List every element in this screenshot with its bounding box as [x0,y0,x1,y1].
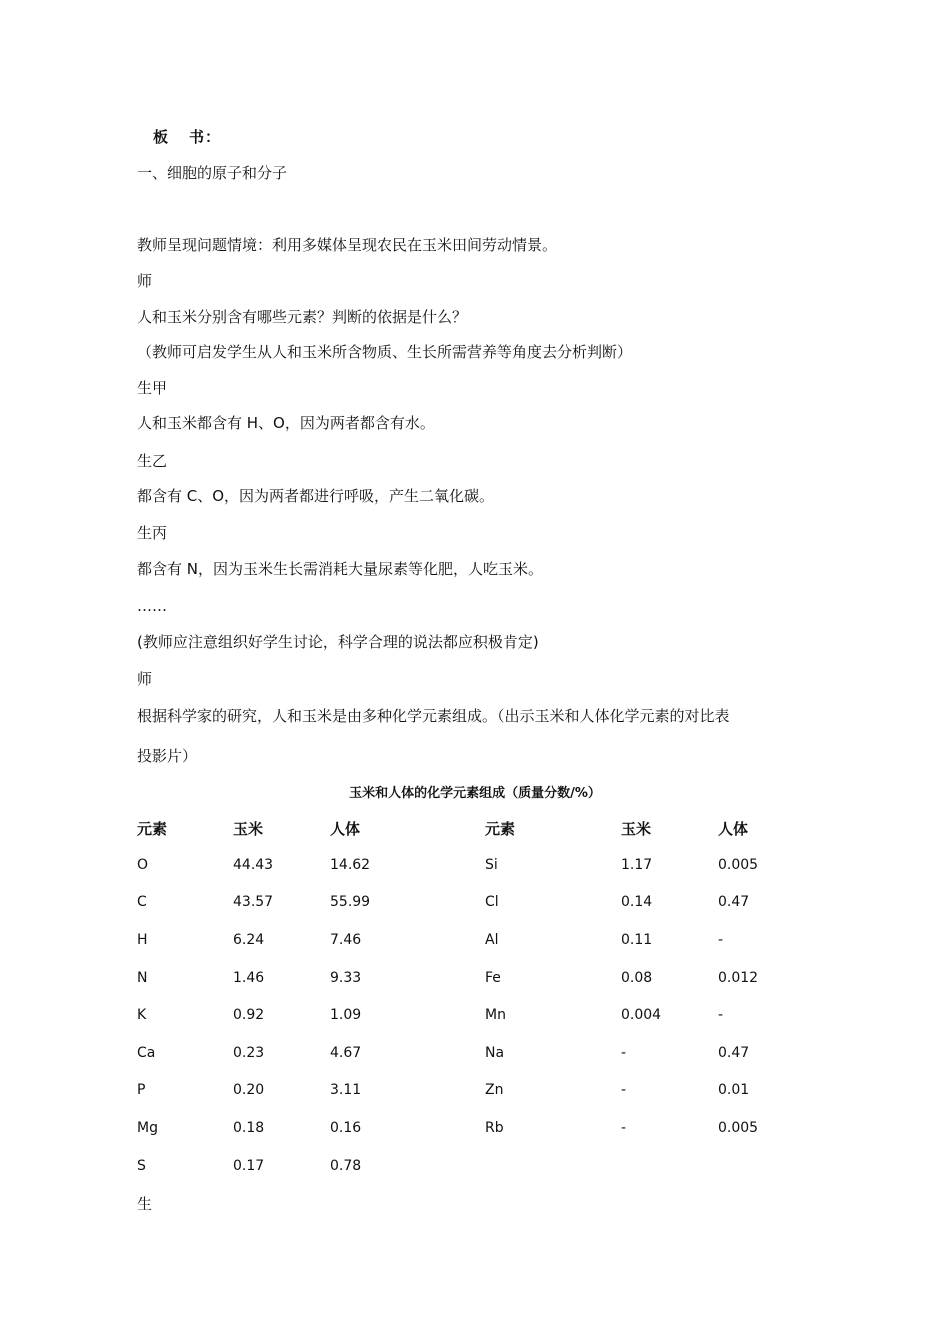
table-cell: - [718,931,724,948]
speaker-label: 师 [137,670,153,688]
board-heading [153,127,221,147]
board-heading-part2: 书： [189,128,222,146]
table-cell: 14.62 [330,856,371,873]
table-cell: 0.17 [233,1157,265,1174]
paragraph: 都含有 C、O，因为两者都进行呼吸，产生二氧化碳。 [137,487,495,505]
table-cell: S [137,1157,146,1174]
board-heading-part1: 板 [153,128,170,146]
table-cell: 55.99 [330,894,371,911]
table-cell: Rb [485,1119,504,1136]
table-cell [718,1147,818,1185]
table-cell: - [718,1007,724,1024]
table-cell: H [137,931,148,948]
table-row [137,959,818,997]
table-cell: - [621,1082,627,1099]
table-cell: K [137,1007,147,1024]
paragraph: 教师呈现问题情境：利用多媒体呈现农民在玉米田间劳动情景。 [137,236,558,254]
column-header: 玉米 [233,819,264,838]
table-cell: 44.43 [233,856,274,873]
ellipsis: …… [137,597,167,615]
table-cell: C [137,894,147,911]
column-header: 人体 [718,819,749,838]
paragraph: 根据科学家的研究，人和玉米是由多种化学元素组成。（出示玉米和人体化学元素的对比表 [137,707,730,725]
speaker-label: 生丙 [137,524,168,542]
paragraph: （教师可启发学生从人和玉米所含物质、生长所需营养等角度去分析判断） [137,343,633,361]
table-cell: Mn [485,1007,506,1024]
paragraph: 都含有 N，因为玉米生长需消耗大量尿素等化肥，人吃玉米。 [137,560,543,578]
paragraph: 投影片） [137,747,198,765]
table-row [137,1109,818,1147]
table-row [137,884,818,922]
table-cell: - [621,1044,627,1061]
table-row [137,846,818,884]
element-table [137,810,818,1184]
column-header: 元素 [137,819,168,838]
table-cell: Al [485,931,499,948]
paragraph: 人和玉米分别含有哪些元素？判断的依据是什么？ [137,308,468,326]
table-cell: P [137,1082,146,1099]
table-body [137,846,818,1184]
speaker-label: 生甲 [137,379,168,397]
table-cell: 0.78 [330,1157,362,1174]
table-cell: Fe [485,969,501,986]
table-cell: 0.47 [718,1044,750,1061]
table-cell: O [137,856,149,873]
paragraph: 人和玉米都含有 H、O，因为两者都含有水。 [137,414,435,432]
table-row [137,1147,818,1185]
table-cell: 0.08 [621,969,653,986]
table-cell: 4.67 [330,1044,362,1061]
table-cell: Na [485,1044,505,1061]
table-cell: 6.24 [233,931,265,948]
table-row [137,996,818,1034]
table-cell: 0.92 [233,1007,265,1024]
table-cell: 0.23 [233,1044,265,1061]
table-cell: 43.57 [233,894,274,911]
table-cell: Cl [485,894,499,911]
table-cell: N [137,969,148,986]
speaker-label: 师 [137,272,153,290]
table-cell: 0.11 [621,931,653,948]
table-cell: Si [485,856,498,873]
table-row [137,1034,818,1072]
table-cell: 0.005 [718,1119,759,1136]
table-cell: 1.17 [621,856,653,873]
paragraph: (教师应注意组织好学生讨论，科学合理的说法都应积极肯定) [137,633,539,651]
table-cell: 0.01 [718,1082,750,1099]
table-cell: Mg [137,1119,158,1136]
table-cell: - [621,1119,627,1136]
table-cell: 0.18 [233,1119,265,1136]
table-cell: Ca [137,1044,156,1061]
table-cell: 0.16 [330,1119,362,1136]
table-cell: 0.47 [718,894,750,911]
table-cell: 0.005 [718,856,759,873]
table-row [137,1072,818,1110]
speaker-label: 生 [137,1195,153,1213]
section-title: 一、细胞的原子和分子 [137,164,288,182]
column-header: 人体 [330,819,361,838]
table-cell: 9.33 [330,969,362,986]
table-cell: 1.46 [233,969,265,986]
table-cell: 3.11 [330,1082,362,1099]
table-cell: 0.004 [621,1007,662,1024]
table-title: 玉米和人体的化学元素组成（质量分数/%） [349,786,601,801]
table-header-row [137,810,818,846]
column-header: 玉米 [621,819,652,838]
table-cell [485,1147,621,1185]
table-cell: 1.09 [330,1007,362,1024]
table-row [137,921,818,959]
speaker-label: 生乙 [137,452,168,470]
table-cell: 0.14 [621,894,653,911]
table-cell: 7.46 [330,931,362,948]
table-cell: 0.20 [233,1082,265,1099]
table-cell: Zn [485,1082,504,1099]
column-header: 元素 [485,819,516,838]
table-cell [621,1147,718,1185]
table-cell: 0.012 [718,969,759,986]
